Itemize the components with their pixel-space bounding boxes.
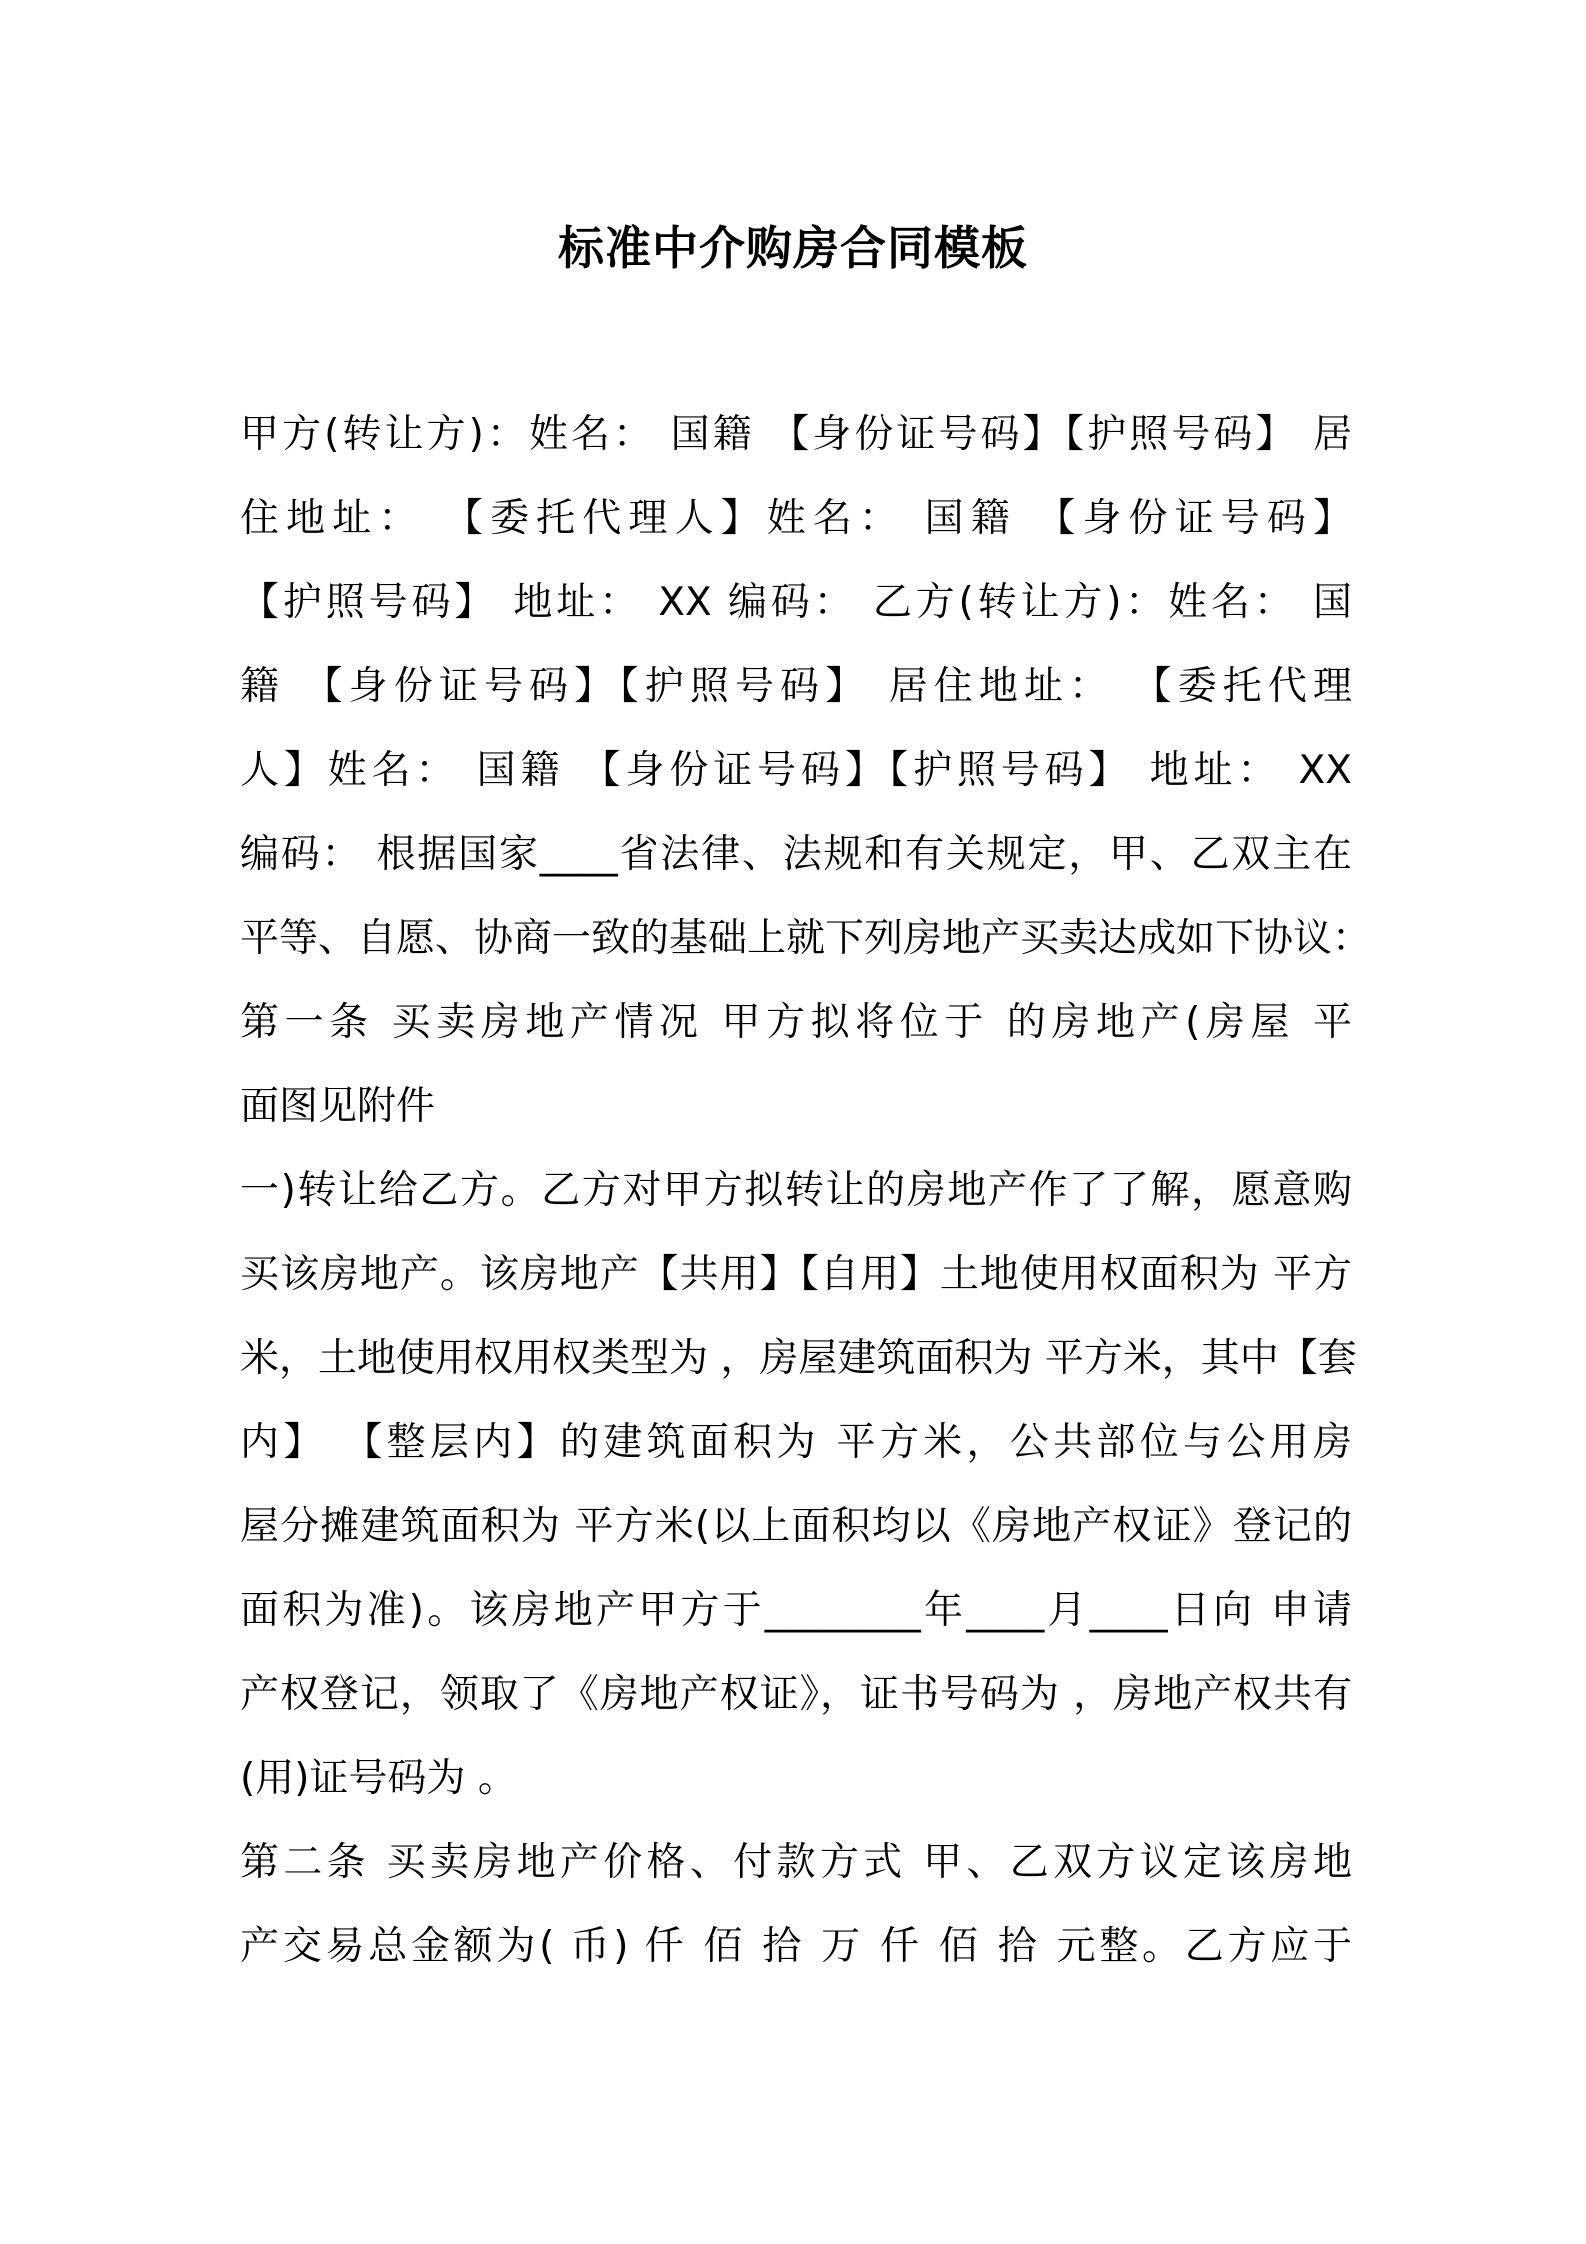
paragraph-line: 内】 【整层内】的建筑面积为 平方米，公共部位与公用房	[240, 1420, 1352, 1465]
paragraph-line: 【护照号码】 地址： XX 编码： 乙方(转让方)：姓名： 国	[240, 580, 1352, 625]
paragraph-line: 面图见附件	[240, 1084, 436, 1129]
paragraph-line: 屋分摊建筑面积为 平方米(以上面积均以《房地产权证》登记的	[240, 1504, 1352, 1549]
paragraph-line: 平等、自愿、协商一致的基础上就下列房地产买卖达成如下协议：	[240, 916, 1372, 961]
paragraph-line: 米，土地使用权用权类型为 ，房屋建筑面积为 平方米，其中【套	[240, 1336, 1357, 1381]
paragraph-line: 人】姓名： 国籍 【身份证号码】【护照号码】 地址： XX	[240, 748, 1352, 793]
paragraph-line: 一)转让给乙方。乙方对甲方拟转让的房地产作了了解，愿意购	[240, 1168, 1352, 1213]
paragraph-line: 第二条 买卖房地产价格、付款方式 甲、乙双方议定该房地	[240, 1840, 1352, 1885]
paragraph-line: 买该房地产。该房地产【共用】【自用】土地使用权面积为 平方	[240, 1252, 1352, 1297]
paragraph-line: 面积为准)。该房地产甲方于________年____月____日向 申请	[240, 1588, 1352, 1633]
document-title: 标准中介购房合同模板	[558, 221, 1028, 275]
paragraph-line: 甲方(转让方)：姓名： 国籍 【身份证号码】【护照号码】 居	[240, 412, 1352, 457]
paragraph-line: 产权登记，领取了《房地产权证》，证书号码为 ，房地产权共有	[240, 1672, 1352, 1717]
paragraph-line: 住地址： 【委托代理人】姓名： 国籍 【身份证号码】	[240, 496, 1352, 541]
paragraph-line: 第一条 买卖房地产情况 甲方拟将位于 的房地产(房屋 平	[240, 1000, 1352, 1045]
paragraph-line: 编码： 根据国家____省法律、法规和有关规定，甲、乙双主在	[240, 832, 1352, 877]
paragraph-line: (用)证号码为 。	[240, 1756, 517, 1801]
paragraph-line: 产交易总金额为( 币) 仟 佰 拾 万 仟 佰 拾 元整。乙方应于	[240, 1924, 1352, 1969]
paragraph-line: 籍 【身份证号码】【护照号码】 居住地址： 【委托代理	[240, 664, 1352, 709]
